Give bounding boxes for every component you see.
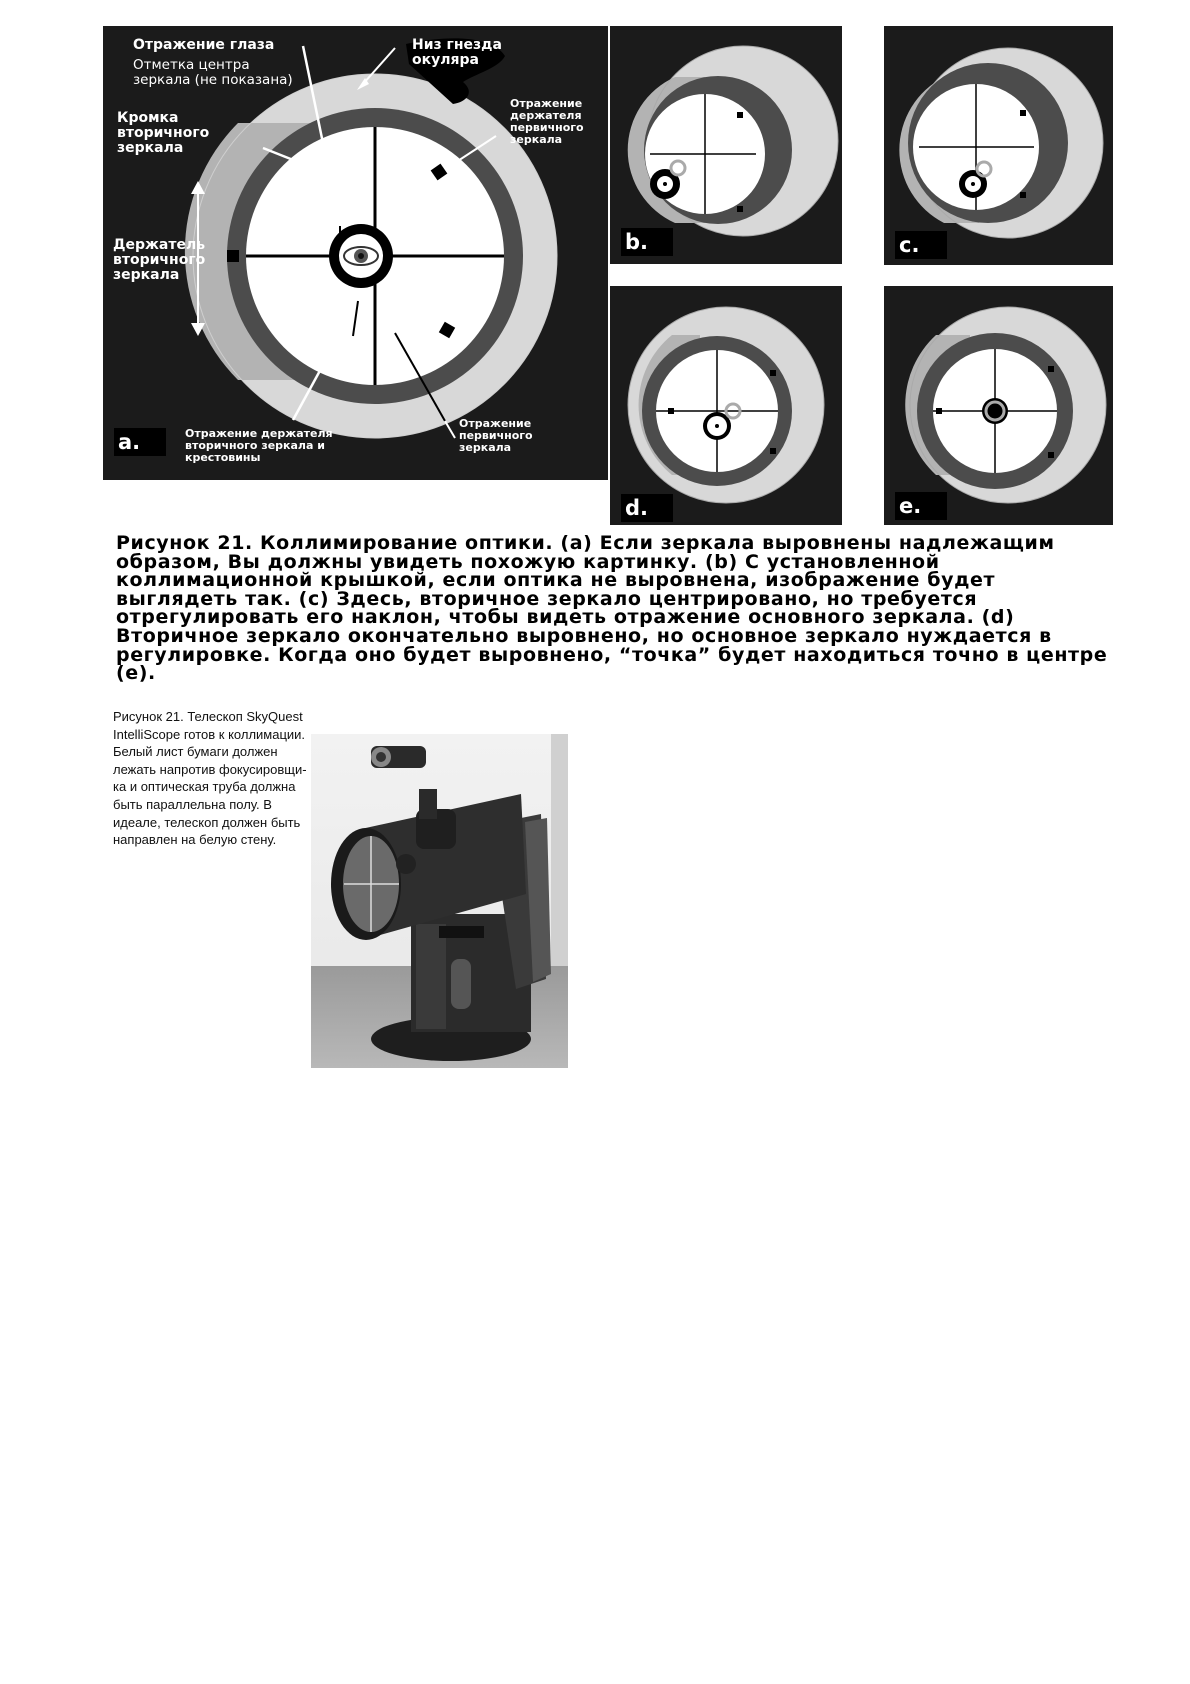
panel-letter-d: d. bbox=[621, 494, 673, 522]
figure-caption: Рисунок 21. Коллимирование оптики. (а) Если зеркала выровнены надлежащим образом, Вы должны увидеть похожую картинку. (b) С установленной коллимационной крышкой, если оптика не выровнена, изображение будет выглядеть так. (с) Здесь, вторичное зеркало центрировано, но требуется отрегулировать его наклон, чтобы видеть отражение основного зеркала. (d) Вторичное зеркало окончательно выровнено, но основное зеркало нуждается в регулировке. Когда оно будет выровнено, “точка” будет находиться точно в центре (е). bbox=[116, 532, 1108, 685]
diagram-c-graphic bbox=[884, 26, 1113, 265]
label-secondary-holder: Держатель вторичного зеркала bbox=[113, 237, 206, 284]
panel-letter-a: a. bbox=[114, 428, 166, 456]
collimation-diagram-b bbox=[610, 26, 842, 264]
label-secondary-edge: Кромка вторичного зеркала bbox=[117, 110, 210, 157]
panel-letter-c: c. bbox=[895, 231, 947, 259]
collimation-diagram-c bbox=[884, 26, 1113, 265]
photo-caption: Рисунок 21. Телескоп SkyQuest IntelliScope готов к коллимации. Белый лист бумаги должен лежать напротив фокусировщи-ка и оптическая труба должна быть параллельна полу. В идеале, телескоп должен быть направлен на белую стену. bbox=[113, 709, 307, 848]
collimation-diagram-d bbox=[610, 286, 842, 525]
label-secondary-holder-crosshair: Отражение держателя вторичного зеркала и крестовины bbox=[185, 427, 333, 464]
label-primary-holder-reflection: Отражение держателя первичного зеркала bbox=[510, 97, 584, 146]
panel-letter-e: e. bbox=[895, 492, 947, 520]
collimation-diagram-a bbox=[103, 26, 608, 480]
diagram-d-graphic bbox=[610, 286, 842, 525]
label-center-mark: Отметка центра зеркала (не показана) bbox=[133, 57, 293, 88]
diagram-e-graphic bbox=[884, 286, 1113, 525]
collimation-diagram-e bbox=[884, 286, 1113, 525]
telescope-graphic bbox=[311, 734, 568, 1068]
panel-letter-b: b. bbox=[621, 228, 673, 256]
label-eyepiece-bottom: Низ гнезда окуляра bbox=[412, 37, 502, 69]
label-eye-reflection: Отражение глаза bbox=[133, 37, 275, 53]
label-primary-reflection: Отражение первичного зеркала bbox=[459, 417, 533, 454]
telescope-photo bbox=[311, 734, 568, 1068]
